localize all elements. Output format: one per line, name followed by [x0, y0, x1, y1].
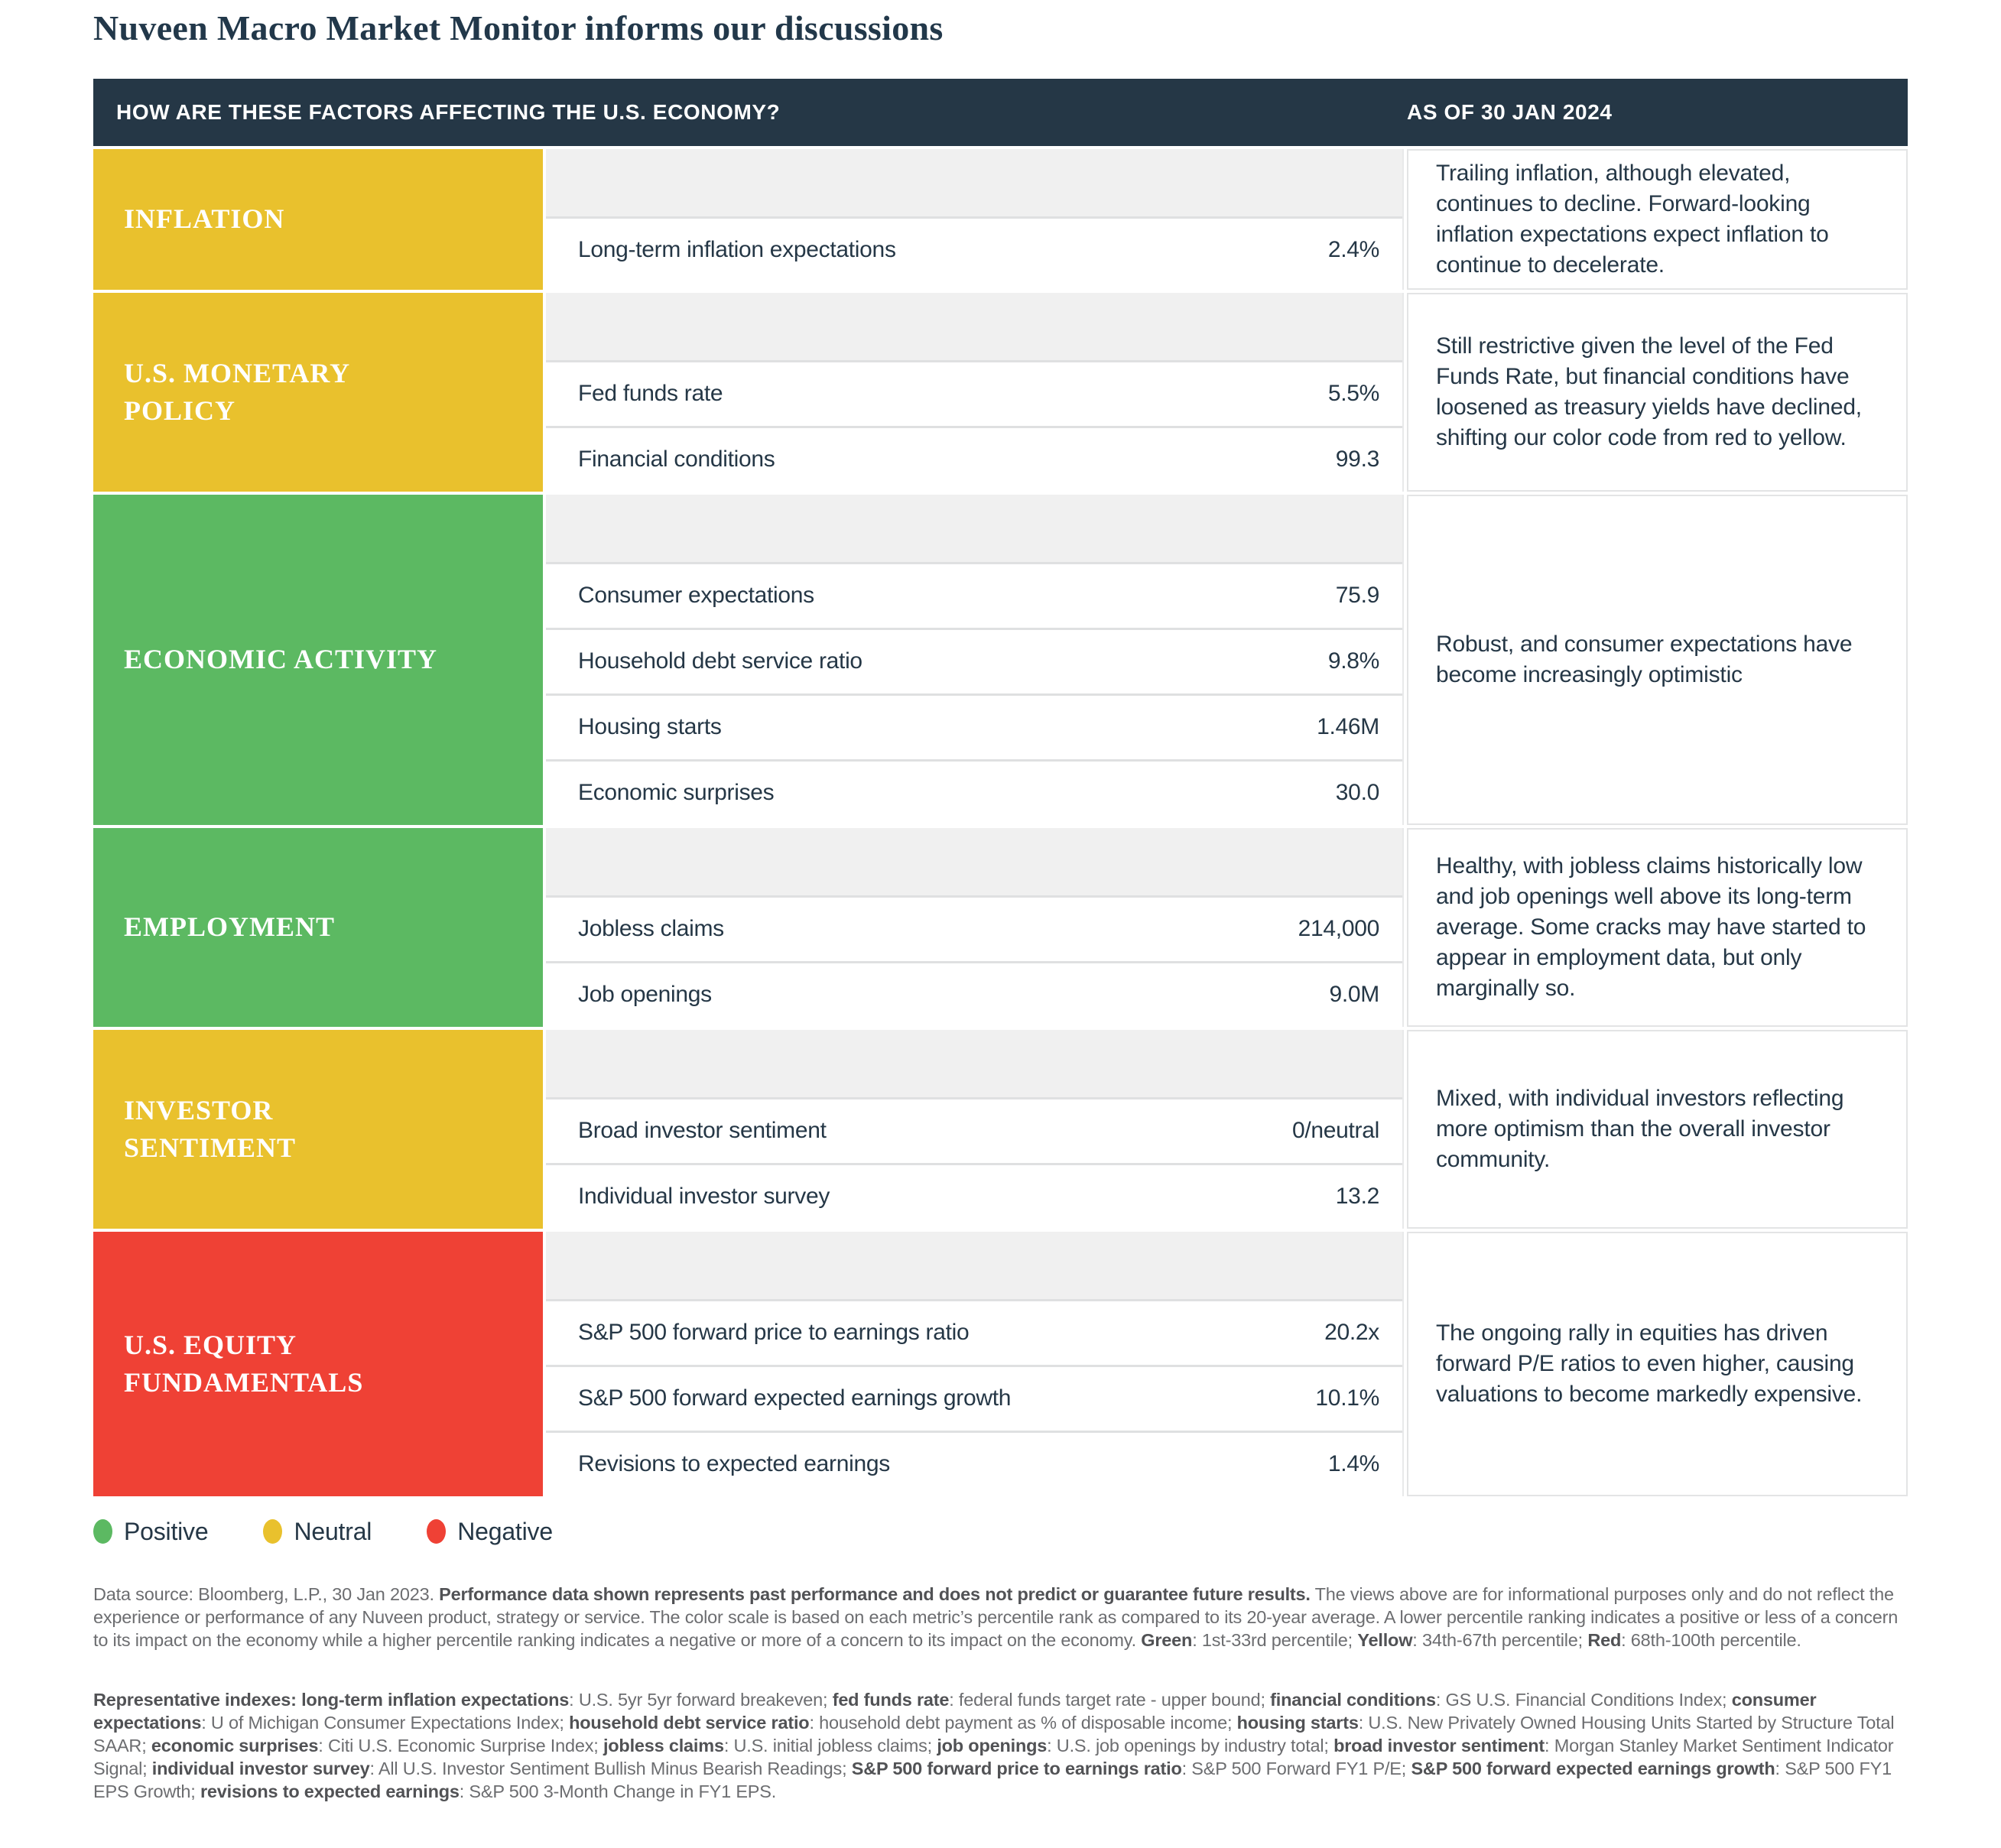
comment-cell — [1407, 828, 1908, 1027]
category-cell-investor-sentiment — [93, 1030, 543, 1229]
metrics-panel — [546, 293, 1404, 492]
metric-value: 30.0 — [1335, 780, 1379, 806]
metric-label: Long-term inflation expectations — [578, 237, 896, 263]
metric-value: 1.4% — [1327, 1451, 1379, 1477]
metrics-panel — [546, 149, 1404, 290]
category-label: ECONOMIC ACTIVITY — [124, 644, 438, 675]
category-block-economic-activity — [93, 495, 1908, 825]
metrics-panel — [546, 495, 1404, 825]
metric-value: 0/neutral — [1291, 1118, 1379, 1144]
metric-label: Broad investor sentiment — [578, 1118, 827, 1144]
metric-row — [546, 426, 1402, 492]
metric-row — [546, 1299, 1402, 1365]
metric-value: 99.3 — [1335, 447, 1379, 473]
comment-text: Mixed, with individual investors reflecting more optimism than the overall investor community. — [1436, 1085, 1844, 1172]
metric-label: Job openings — [578, 982, 712, 1008]
comment-cell — [1407, 495, 1908, 825]
metric-row — [546, 961, 1402, 1027]
metric-value: 1.46M — [1317, 714, 1379, 740]
category-block-monetary-policy — [93, 293, 1908, 492]
comment-text: Trailing inflation, although elevated, continues to decline. Forward-looking inflation expectations expect inflation to continue to decelerate. — [1436, 160, 1829, 278]
category-label: INVESTOR SENTIMENT — [124, 1095, 297, 1163]
spacer-row — [546, 1030, 1402, 1097]
category-block-employment — [93, 828, 1908, 1027]
category-cell-economic-activity — [93, 495, 543, 825]
category-block-inflation — [93, 149, 1908, 290]
metric-label: S&P 500 forward price to earnings ratio — [578, 1320, 970, 1346]
category-label: U.S. EQUITY FUNDAMENTALS — [124, 1330, 364, 1398]
metric-label: Housing starts — [578, 714, 722, 740]
spacer-row — [546, 149, 1402, 216]
positive-dot-icon — [93, 1519, 112, 1544]
legend-label: Negative — [457, 1517, 553, 1545]
metric-row — [546, 360, 1402, 426]
metrics-panel — [546, 828, 1404, 1027]
category-cell-inflation — [93, 149, 543, 290]
metric-value: 2.4% — [1327, 237, 1379, 263]
metric-value: 13.2 — [1335, 1184, 1379, 1210]
legend-label: Neutral — [294, 1517, 372, 1545]
metric-value: 5.5% — [1327, 381, 1379, 407]
category-block-investor-sentiment — [93, 1030, 1908, 1229]
legend-item-negative — [427, 1518, 553, 1546]
metric-label: Individual investor survey — [578, 1184, 830, 1210]
spacer-row — [546, 495, 1402, 562]
metric-row — [546, 1097, 1402, 1163]
legend-label: Positive — [124, 1517, 209, 1545]
metric-row — [546, 759, 1402, 825]
metric-label: Household debt service ratio — [578, 648, 862, 674]
legend-item-positive — [93, 1518, 208, 1546]
comment-cell — [1407, 293, 1908, 492]
comment-text: The ongoing rally in equities has driven forward P/E ratios to even higher, causing valuations to become markedly expensive. — [1436, 1320, 1863, 1407]
metric-label: Revisions to expected earnings — [578, 1451, 890, 1477]
comment-text: Still restrictive given the level of the Fed Funds Rate, but financial conditions have loosened as treasury yields have declined, shifting our color code from red to yellow. — [1436, 333, 1862, 450]
metric-value: 20.2x — [1324, 1320, 1379, 1346]
metric-row — [546, 562, 1402, 628]
spacer-row — [546, 1232, 1402, 1299]
metric-row — [546, 1431, 1402, 1496]
spacer-row — [546, 828, 1402, 895]
metric-value: 9.8% — [1327, 648, 1379, 674]
metric-row — [546, 1365, 1402, 1431]
comment-cell — [1407, 149, 1908, 290]
metric-row — [546, 693, 1402, 759]
metrics-panel — [546, 1232, 1404, 1496]
category-label: EMPLOYMENT — [124, 911, 335, 943]
metric-label: Financial conditions — [578, 447, 775, 473]
comment-cell — [1407, 1030, 1908, 1229]
metric-row — [546, 895, 1402, 961]
metric-row — [546, 1163, 1402, 1229]
metric-label: Jobless claims — [578, 916, 724, 942]
metric-label: S&P 500 forward expected earnings growth — [578, 1385, 1012, 1411]
header-question: HOW ARE THESE FACTORS AFFECTING THE U.S. ECONOMY? — [116, 99, 781, 124]
metric-value: 214,000 — [1298, 916, 1379, 942]
metric-row — [546, 628, 1402, 693]
metrics-panel — [546, 1030, 1404, 1229]
metric-label: Consumer expectations — [578, 583, 814, 609]
category-cell-monetary-policy — [93, 293, 543, 492]
comment-text: Robust, and consumer expectations have become increasingly optimistic — [1436, 631, 1853, 687]
page-title: Nuveen Macro Market Monitor informs our discussions — [93, 8, 944, 47]
comment-cell — [1407, 1232, 1908, 1496]
metric-label: Fed funds rate — [578, 381, 723, 407]
metric-value: 10.1% — [1315, 1385, 1379, 1411]
category-label: INFLATION — [124, 203, 285, 235]
negative-dot-icon — [427, 1519, 446, 1544]
disclosure-footnote: Data source: Bloomberg, L.P., 30 Jan 2023. Performance data shown represents past performance and does not predict or guarantee future results. The views above are for informational purposes only and do not reflect the experience or performance of any Nuveen product, strategy or service. The color scale is based on each metric’s percentile rank as compared to its 20-year average. A lower percentile ranking indicates a positive or less of a concern to its impact on the economy while a higher percentile ranking indicates a negative or more of a concern to its impact on the economy. Green: 1st-33rd percentile; Yellow: 34th-67th percentile; Red: 68th-100th percentile. — [93, 1583, 1899, 1650]
category-block-equity-fundamentals — [93, 1232, 1908, 1496]
legend-item-neutral — [263, 1518, 372, 1546]
representative-indexes-footnote: Representative indexes: long-term inflation expectations: U.S. 5yr 5yr forward breakeven; fed funds rate: federal funds target rate - upper bound; financial conditions: GS U.S. Financial Conditions Index; consumer expectations: U of Michigan Consumer Expectations Index; household debt service ratio: household debt payment as % of disposable income; housing starts: U.S. New Privately Owned Housing Units Started by Structure Total SAAR; economic surprises: Citi U.S. Economic Surprise Index; jobless claims: U.S. initial jobless claims; job openings: U.S. job openings by industry total; broad investor sentiment: Morgan Stanley Market Sentiment Indicator Signal; individual investor survey: All U.S. Investor Sentiment Bullish Minus Bearish Readings; S&P 500 forward price to earnings ratio: S&P 500 Forward FY1 P/E; S&P 500 forward expected earnings growth: S&P 500 FY1 EPS Growth; revisions to expected earnings: S&P 500 3-Month Change in FY1 EPS. — [93, 1689, 1895, 1801]
category-label: U.S. MONETARY POLICY — [124, 358, 349, 426]
metric-label: Economic surprises — [578, 780, 775, 806]
comment-text: Healthy, with jobless claims historically low and job openings well above its long-term average. Some cracks may have started to appear in employment data, but only marginally so. — [1436, 853, 1866, 1001]
neutral-dot-icon — [263, 1519, 282, 1544]
metric-value: 9.0M — [1329, 982, 1379, 1008]
category-cell-equity-fundamentals — [93, 1232, 543, 1496]
as-of-date: AS OF 30 JAN 2024 — [1407, 99, 1613, 124]
legend — [93, 1518, 1908, 1546]
category-cell-employment — [93, 828, 543, 1027]
table-header-bar — [93, 79, 1908, 146]
metric-value: 75.9 — [1335, 583, 1379, 609]
metric-row — [546, 216, 1402, 282]
spacer-row — [546, 293, 1402, 360]
